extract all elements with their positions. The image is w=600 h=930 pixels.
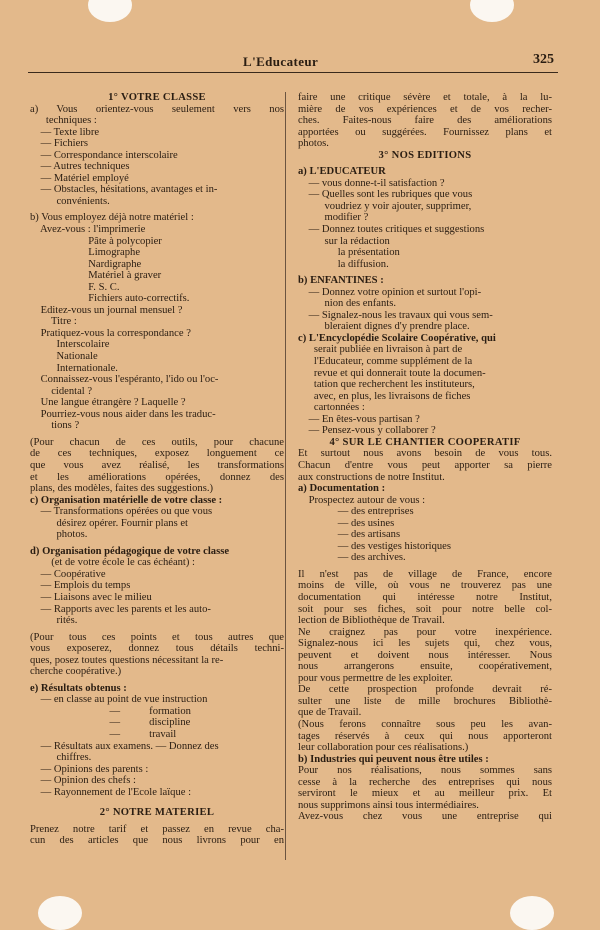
text-line: serviront le mieux et au meilleur prix. Et: [298, 788, 552, 800]
section-heading: 1° VOTRE CLASSE: [108, 92, 206, 103]
text-line: — Liaisons avec le milieu: [30, 591, 152, 603]
text-line: photos.: [298, 138, 329, 150]
text-line: nion des enfants.: [298, 298, 396, 310]
binder-hole-top-right: [470, 0, 514, 22]
text-line: modifier ?: [298, 212, 369, 224]
text-line: et les améliorations opérées, donnez des: [30, 471, 284, 483]
text-line: c) L'Encyclopédie Scolaire Coopérative, qui: [298, 332, 496, 344]
text-line: leur collaboration pour ces réalisations.): [298, 742, 469, 754]
text-line: Signalez-nous ici les sujets qui, chez vous,: [298, 638, 552, 650]
text-line: Une langue étrangère ? Laquelle ?: [30, 397, 186, 409]
text-line: Chacun d'entre vous peut apporter sa pierre: [298, 459, 552, 471]
text-line: — Autres techniques: [30, 161, 130, 173]
text-line: — Transformations opérées ou que vous: [30, 506, 213, 518]
text-line: Limographe: [30, 247, 141, 259]
text-line: cidental ?: [30, 385, 93, 397]
text-line: de ces techniques, exposez longuement ce: [30, 448, 284, 460]
text-line: a) Documentation :: [298, 483, 386, 495]
text-line: nous supprimons ainsi tous intermédiaires.: [298, 799, 479, 811]
text-line: — des entreprises: [298, 506, 414, 518]
text-line: cartonnées :: [298, 402, 365, 414]
text-line: c) Organisation matérielle de votre classe :: [30, 494, 223, 506]
text-line: que de Travail.: [298, 707, 362, 719]
text-line: voudriez y voir ajouter, supprimer,: [298, 200, 472, 212]
text-line: cherche coopérative.): [30, 666, 122, 678]
text-line: tation que recherchent les instituteurs,: [298, 379, 475, 391]
right-column: [298, 92, 552, 823]
text-line: — des artisans: [298, 529, 401, 541]
text-line: — discipline: [30, 717, 191, 729]
binder-hole-top-left: [88, 0, 132, 22]
text-line: pour vous permettre de les exploiter.: [298, 672, 453, 684]
text-line: cun des articles que nous livrons pour en: [30, 835, 284, 847]
text-line: Pratiquez-vous la correspondance ?: [30, 327, 191, 339]
text-line: convénients.: [30, 195, 110, 207]
text-line: e) Résultats obtenus :: [30, 682, 127, 694]
text-line: Prenez notre tarif et passez en revue cha-: [30, 823, 284, 835]
text-line: sulter une liste de mille brochures Bibliothè-: [298, 695, 552, 707]
line-spacer: [30, 798, 284, 807]
text-line: F. S. C.: [30, 281, 120, 293]
text-line: rités.: [30, 615, 78, 627]
text-line: (Pour tous ces points et tous autres que: [30, 631, 284, 643]
text-line: aux constructions de notre Institut.: [298, 471, 445, 483]
text-line: nous arrangerons ensuite, coopérativement,: [298, 661, 552, 673]
text-line: lection de Bibliothèque de Travail.: [298, 615, 445, 627]
text-line: — En êtes-vous partisan ?: [298, 413, 420, 425]
text-line: — Opinion des chefs :: [30, 775, 136, 787]
text-line: tages réservés à ceux qui nous apporteront: [298, 730, 552, 742]
text-line: — vous donne-t-il satisfaction ?: [298, 177, 445, 189]
left-column: [30, 92, 284, 847]
text-line: Titre :: [30, 316, 77, 328]
text-line: d) Organisation pédagogique de votre classe: [30, 545, 230, 557]
text-line: — Emplois du temps: [30, 580, 131, 592]
text-line: — travail: [30, 728, 177, 740]
text-line: que vous avez réalisé, les transformations: [30, 459, 284, 471]
text-line: Pourriez-vous nous aider dans les traduc-: [30, 408, 216, 420]
text-line: — des usines: [298, 517, 395, 529]
text-line: — des archives.: [298, 552, 406, 564]
text-line: — Rayonnement de l'Ecole laïque :: [30, 786, 192, 798]
text-line: techniques :: [30, 115, 97, 127]
text-line: — Coopérative: [30, 568, 106, 580]
text-line: Avez-vous : l'imprimerie: [30, 224, 146, 236]
text-line: moins de ville, où vous ne trouverez pas une: [298, 580, 552, 592]
text-line: — formation: [30, 705, 191, 717]
text-line: Prospectez autour de vous :: [298, 494, 426, 506]
text-line: plans, des modèles, faites des suggestions.): [30, 483, 214, 495]
text-line: ches. Faites-nous faire des améliorations: [298, 115, 552, 127]
text-line: Il n'est pas de village de France, encore: [298, 568, 552, 580]
text-line: — Correspondance interscolaire: [30, 149, 178, 161]
text-line: Internationale.: [30, 362, 118, 374]
text-line: Connaissez-vous l'espéranto, l'ido ou l'oc-: [30, 374, 219, 386]
text-line: sur la rédaction: [298, 235, 390, 247]
text-line: serait publiée en livraison à part de: [298, 344, 463, 356]
section-heading: 2° NOTRE MATERIEL: [99, 807, 215, 819]
text-line: b) Vous employez déjà notre matériel :: [30, 212, 194, 224]
text-line: b) ENFANTINES :: [298, 275, 384, 287]
text-line: — Rapports avec les parents et les auto-: [30, 603, 211, 615]
text-line: peuvent et doivent nous intéresser. Nous: [298, 649, 552, 661]
text-line: Nardigraphe: [30, 258, 142, 270]
text-line: a) L'EDUCATEUR: [298, 166, 386, 178]
text-line: — Matériel employé: [30, 172, 129, 184]
column-divider: [285, 92, 286, 860]
text-line: désirez opérer. Fournir plans et: [30, 517, 188, 529]
text-line: Matériel à graver: [30, 270, 162, 282]
text-line: revue et qui donnerait toute la documen-: [298, 367, 486, 379]
binder-hole-bottom-right: [510, 896, 554, 930]
page-number: 325: [533, 52, 554, 67]
text-line: — Quelles sont les rubriques que vous: [298, 189, 473, 201]
journal-title: L'Educateur: [243, 54, 319, 69]
text-line: — Donnez votre opinion et surtout l'opi-: [298, 286, 482, 298]
text-line: l'Educateur, comme supplément de la: [298, 356, 473, 368]
text-line: bleraient dignes d'y prendre place.: [298, 321, 470, 333]
text-line: documentation qui intéresse notre Institut,: [298, 591, 552, 603]
text-line: avec, en plus, les livraisons de fiches: [298, 390, 471, 402]
text-line: (Nous ferons connaître sous peu les avan-: [298, 718, 552, 730]
text-line: b) Industries qui peuvent nous être utiles :: [298, 753, 489, 765]
section-heading: 4° SUR LE CHANTIER COOPERATIF: [329, 436, 521, 448]
text-line: — Obstacles, hésitations, avantages et in-: [30, 184, 218, 196]
text-line: soit pour ses fiches, soit pour notre belle col-: [298, 603, 552, 615]
text-line: Et surtout nous avons besoin de vous tous.: [298, 448, 552, 460]
text-line: Fichiers auto-correctifs.: [30, 293, 190, 305]
text-line: (et de votre école le cas échéant) :: [30, 557, 195, 569]
text-line: mière de vos expériences et de vos recher-: [298, 103, 552, 115]
text-line: tions ?: [30, 420, 80, 432]
text-line: la diffusion.: [298, 258, 389, 270]
text-line: ques, posez toutes questions nécessitant la re-: [30, 654, 224, 666]
text-line: Pâte à polycopier: [30, 235, 162, 247]
text-line: la présentation: [298, 247, 400, 259]
page-header: [28, 52, 558, 73]
text-line: De cette prospection profonde devrait ré-: [298, 684, 552, 696]
text-line: vous exposerez, donnez tous détails techni-: [30, 643, 284, 655]
text-line: (Pour chacun de ces outils, pour chacune: [30, 436, 284, 448]
text-line: Pour nos réalisations, nous sommes sans: [298, 765, 552, 777]
text-line: Avez-vous chez vous une entreprise qui: [298, 811, 552, 823]
text-line: cesse à la recherche des entreprises qui nous: [298, 776, 552, 788]
text-line: — Signalez-nous les travaux qui vous sem-: [298, 309, 493, 321]
text-line: photos.: [30, 529, 88, 541]
text-line: a) Vous orientez-vous seulement vers nos: [30, 103, 284, 115]
text-line: Ne craignez pas pour votre inexpérience.: [298, 626, 552, 638]
binder-hole-bottom-left: [38, 896, 82, 930]
text-line: faire une critique sévère et totale, à la lu-: [298, 92, 552, 103]
text-line: — Donnez toutes critiques et suggestions: [298, 224, 485, 236]
text-line: — Fichiers: [30, 138, 88, 150]
text-line: Nationale: [30, 351, 98, 363]
text-line: Interscolaire: [30, 339, 110, 351]
text-line: — Texte libre: [30, 126, 100, 138]
text-line: apportées ou suggérées. Fournissez plans et: [298, 126, 552, 138]
section-heading: 3° NOS EDITIONS: [378, 149, 472, 161]
text-line: — Opinions des parents :: [30, 763, 149, 775]
text-line: chiffres.: [30, 752, 92, 764]
text-line: — Pensez-vous y collaborer ?: [298, 425, 436, 437]
text-line: Editez-vous un journal mensuel ?: [30, 304, 183, 316]
text-line: — des vestiges historiques: [298, 540, 452, 552]
text-line: — Résultats aux examens. — Donnez des: [30, 740, 219, 752]
text-line: — en classe au point de vue instruction: [30, 694, 208, 706]
